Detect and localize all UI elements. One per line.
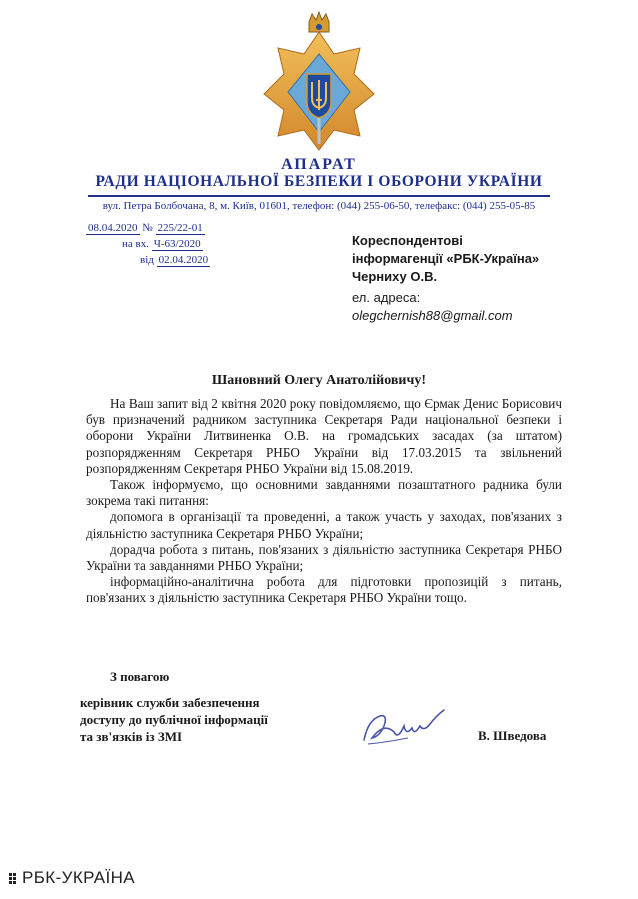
outgoing-date: 08.04.2020 xyxy=(88,222,138,234)
incoming-registration xyxy=(122,238,203,250)
incoming-date: 02.04.2020 xyxy=(158,254,209,266)
header-divider xyxy=(88,195,550,197)
incoming-label: на вх. xyxy=(122,238,149,250)
org-address: вул. Петра Болбочана, 8, м. Київ, 01601, телефон: (044) 255-06-50, телефакс: (044) 255-05-85 xyxy=(102,200,536,212)
outgoing-registration xyxy=(86,222,205,234)
paragraph: дорадча робота з питань, пов'язаних з діяльністю заступника Секретаря РНБО України та завданнями РНБО України; xyxy=(86,541,562,574)
recipient-email: olegchernish88@gmail.com xyxy=(352,308,513,323)
recipient-block xyxy=(352,232,539,286)
rbc-watermark-text: РБК-УКРАЇНА xyxy=(22,868,136,887)
signatory-title-line3: та зв'язків із ЗМІ xyxy=(80,729,183,744)
outgoing-number: 225/22-01 xyxy=(157,222,203,234)
incoming-number: Ч-63/2020 xyxy=(153,238,201,250)
org-title-line1: АПАРАТ xyxy=(281,156,357,173)
paragraph: Також інформуємо, що основними завданнями позаштатного радника були зокрема такі питання: xyxy=(86,477,562,509)
regards: З повагою xyxy=(110,669,170,684)
incoming-date-row xyxy=(140,254,210,266)
recipient-line3: Черниху О.В. xyxy=(352,269,438,284)
signatory-title-line2: доступу до публічної інформації xyxy=(80,712,268,727)
signatory-title xyxy=(80,694,268,745)
signatory-title-line1: керівник служби забезпечення xyxy=(80,695,260,710)
number-label: № xyxy=(142,222,153,234)
paragraph: інформаційно-аналітична робота для підготовки пропозицій з питань, пов'язаних з діяльністю заступника Секретаря РНБО України тощо. xyxy=(86,574,562,606)
email-label: ел. адреса: xyxy=(352,290,421,305)
signatory-name: В. Шведова xyxy=(478,728,547,743)
salutation: Шановний Олегу Анатолійовичу! xyxy=(211,373,427,388)
handwritten-signature xyxy=(358,702,448,752)
org-title-line2: РАДИ НАЦІОНАЛЬНОЇ БЕЗПЕКИ І ОБОРОНИ УКРАЇНИ xyxy=(95,173,543,190)
paragraph: допомога в організації та проведенні, а також участь у заходах, пов'язаних з діяльністю заступника Секретаря РНБО України; xyxy=(86,509,562,541)
recipient-line2: інформагенції «РБК-Україна» xyxy=(352,251,540,266)
paragraph: На Ваш запит від 2 квітня 2020 року повідомляємо, що Єрмак Денис Борисович був призначений радником заступника Секретаря Ради національної безпеки і оборони України Литвиненка О.В. на громадських засадах (за штатом) розпорядженням Секретаря РНБО України від 17.03.2015 та звільнений розпорядженням Секретаря РНБО України від 15.08.2019. xyxy=(86,396,562,476)
rnbo-emblem xyxy=(262,10,376,152)
letter-body xyxy=(86,396,562,607)
from-label: від xyxy=(140,254,154,266)
rbc-logo-icon xyxy=(8,868,20,890)
recipient-line1: Кореспондентові xyxy=(352,233,463,248)
